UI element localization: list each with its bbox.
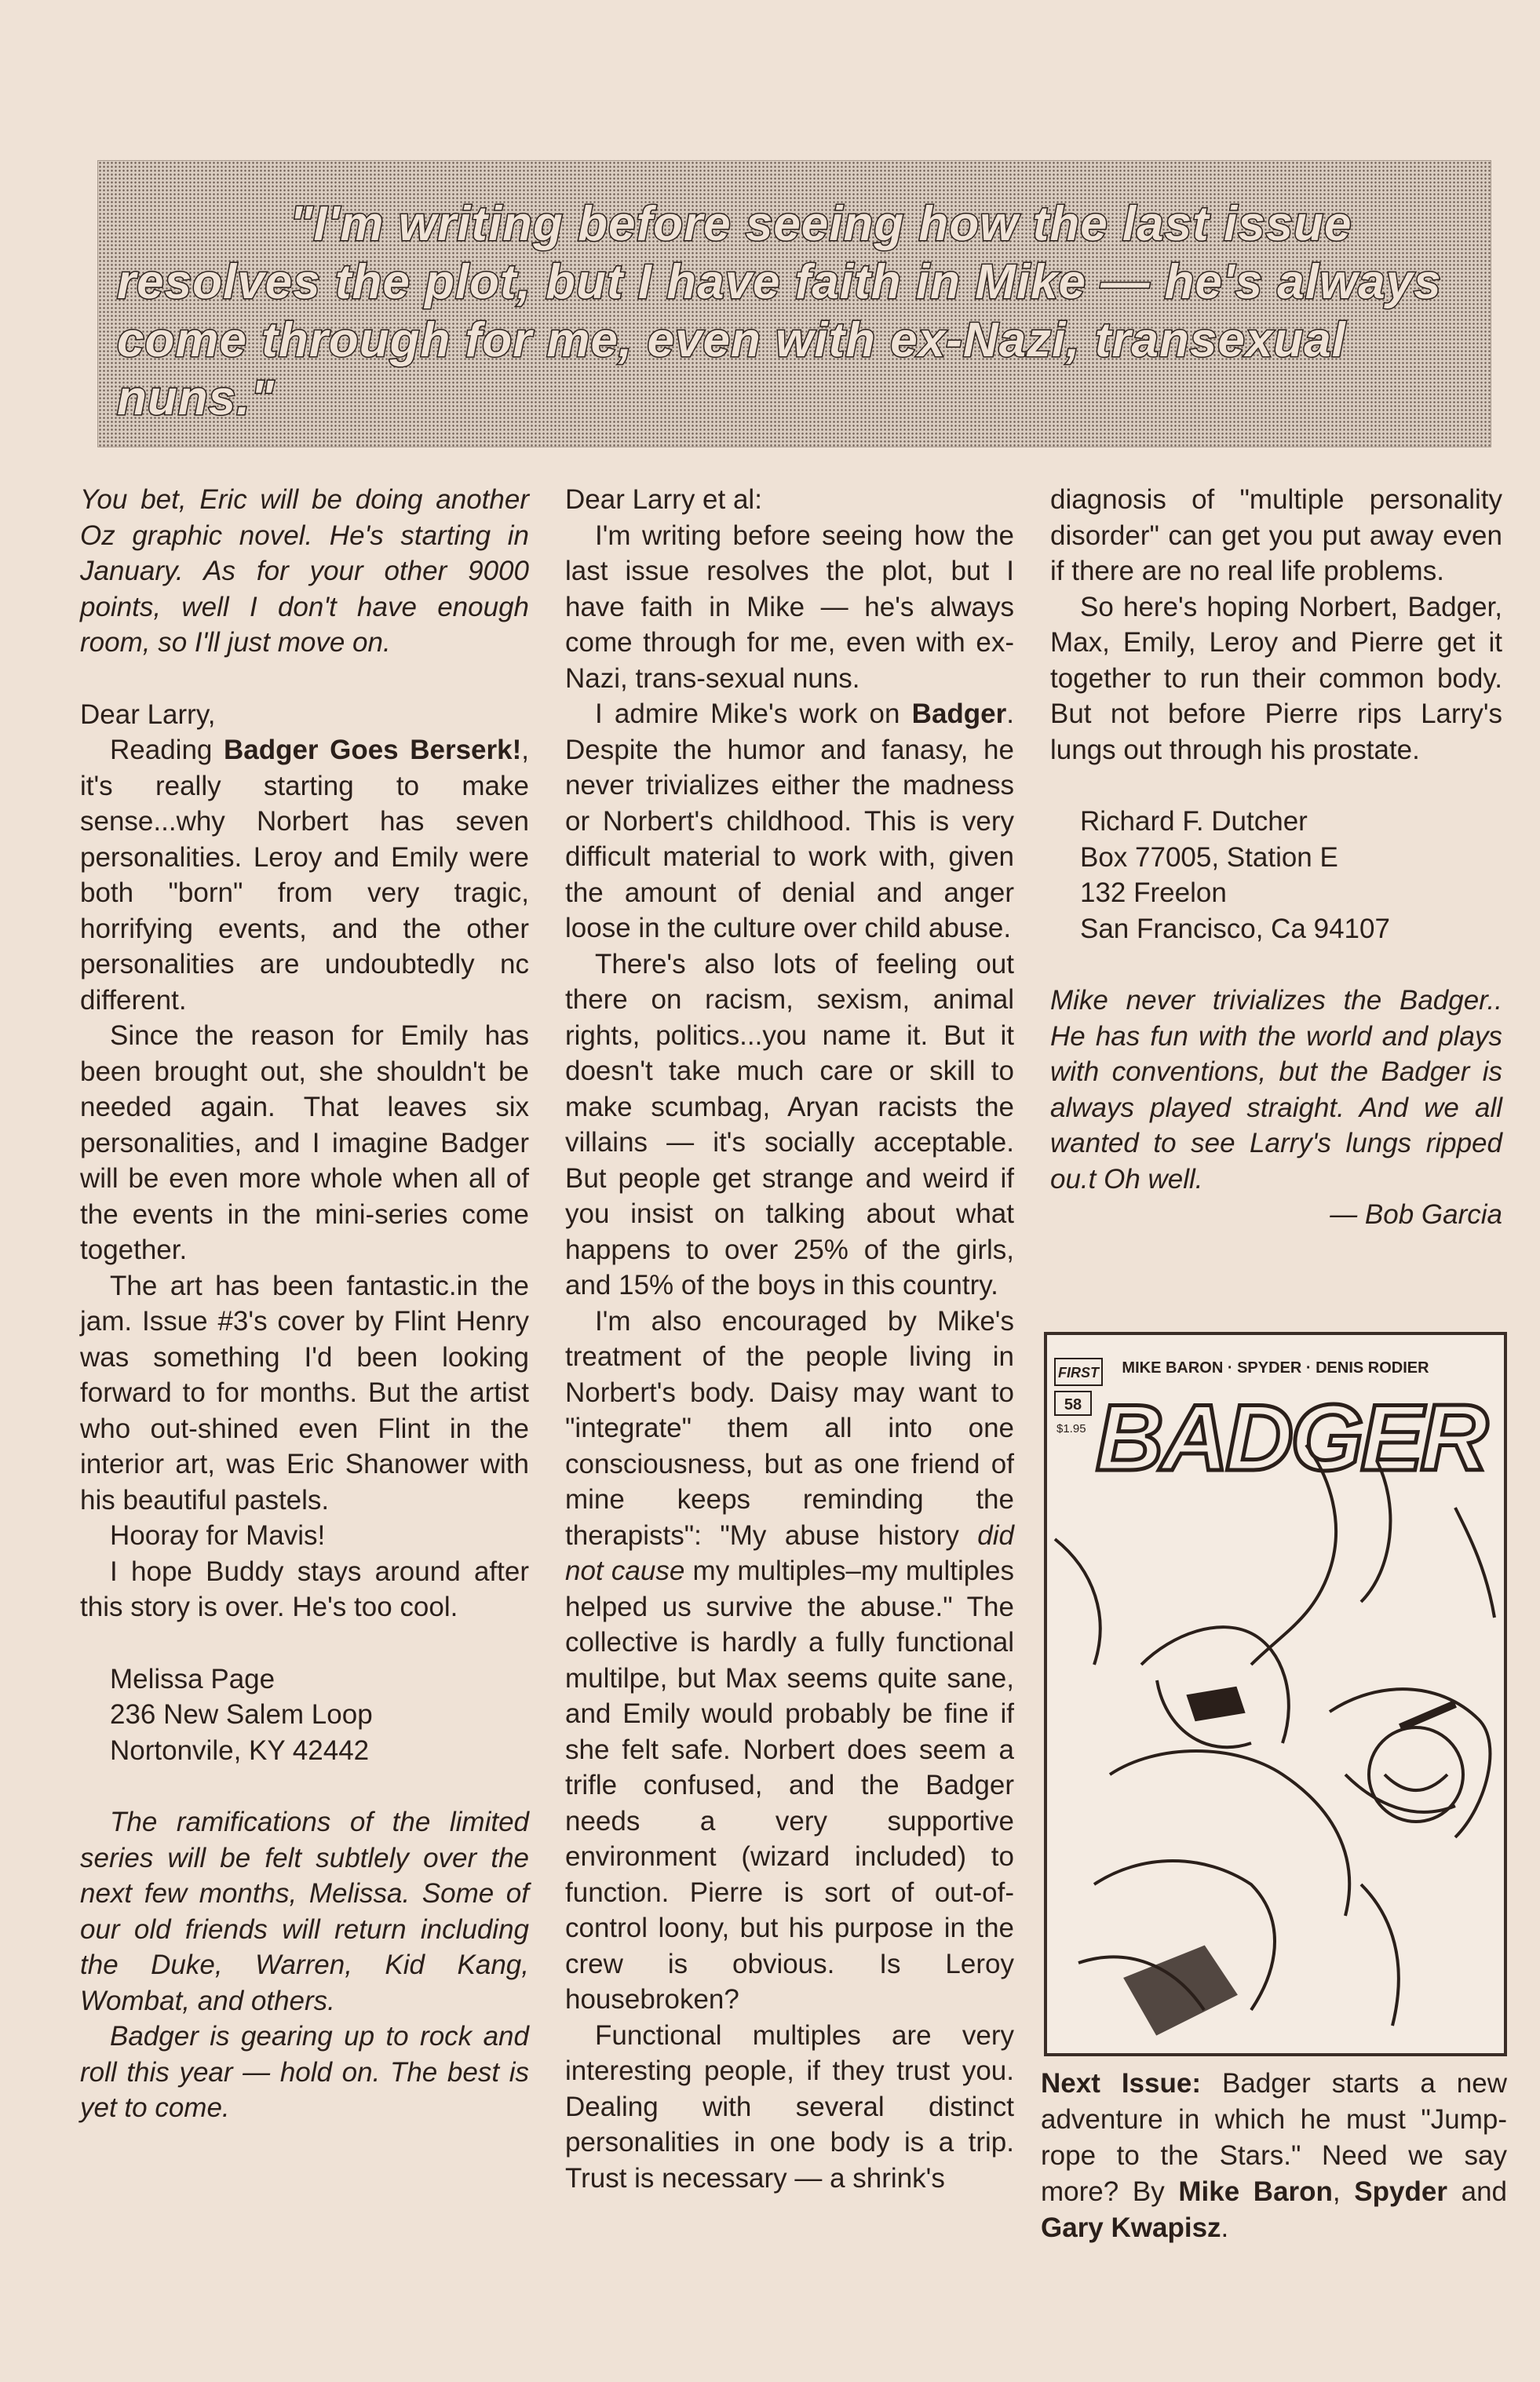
next-issue-cover-image	[1044, 1332, 1507, 2056]
cover-title-logo: BADGER	[1095, 1385, 1486, 1490]
letters-column-2	[565, 482, 1014, 2196]
cover-credits: MIKE BARON · SPYDER · DENIS RODIER	[1122, 1359, 1429, 1377]
letter-address	[1080, 804, 1502, 947]
address-line: Box 77005, Station E	[1080, 841, 1338, 873]
letter-paragraph: Functional multiples are very interesting people, if they trust you. Dealing with several distinct personalities in one body is a trip. Trust is necessary — a shrink's	[565, 2019, 1014, 2194]
letter-paragraph: diagnosis of "multiple personality disorder" can get you put away even if there are no real life problems.	[1050, 484, 1502, 586]
letter-paragraph: Reading Badger Goes Berserk!, it's really starting to make sense...why Norbert has seven personalities. Leroy and Emily were both "born" from very tragic, horrifying events, and the other personalities are undoubtedly nc different.	[80, 735, 529, 1016]
letter-paragraph: Hooray for Mavis!	[110, 1520, 326, 1551]
letter-salutation: Dear Larry et al:	[565, 484, 762, 515]
letter-salutation: Dear Larry,	[80, 699, 216, 730]
letter-address	[110, 1662, 529, 1769]
letters-column-3	[1050, 482, 1502, 1233]
address-line: Richard F. Dutcher	[1080, 806, 1308, 837]
editor-reply: The ramifications of the limited series will be felt subtlely over the next few months, Melissa. Some of our old friends will return including the Duke, Warren, Kid Kang, Wombat, and others.	[80, 1807, 529, 2016]
editor-reply: Mike never trivializes the Badger.. He has fun with the world and plays with conventions, but the Badger is always played straight. And we all wanted to see Larry's lungs ripped ou.t Oh well.	[1050, 985, 1502, 1195]
address-line: Melissa Page	[110, 1663, 276, 1694]
cover-issue-number: 58	[1064, 1396, 1082, 1414]
next-issue-blurb: Next Issue: Badger starts a new adventure in which he must "Jump-rope to the Stars." Need we say more? By Mike Baron, Spyder and Gary Kwapisz.	[1041, 2068, 1507, 2243]
letter-paragraph: The art has been fantastic.in the jam. Issue #3's cover by Flint Henry was something I'd been looking forward to for months. But the artist who out-shined even Flint in the interior art, was Eric Shanower with his beautiful pastels.	[80, 1270, 529, 1516]
cover-price: $1.95	[1056, 1422, 1086, 1435]
next-issue-label: Next Issue:	[1041, 2068, 1201, 2099]
letter-paragraph: I hope Buddy stays around after this story is over. He's too cool.	[80, 1556, 529, 1622]
pull-quote-text: "I'm writing before seeing how the last issue resolves the plot, but I have faith in Mike — he's always come through for me, even with ex-Nazi, transexual nuns."	[117, 197, 1442, 425]
letter-paragraph: I'm writing before seeing how the last issue resolves the plot, but I have faith in Mike — he's always come through for me, even with ex-Nazi, trans-sexual nuns.	[565, 520, 1014, 694]
address-line: San Francisco, Ca 94107	[1080, 913, 1390, 944]
address-line: 236 New Salem Loop	[110, 1699, 373, 1730]
letter-paragraph: So here's hoping Norbert, Badger, Max, Emily, Leroy and Pierre get it together to run their common body. But not before Pierre rips Larry's lungs out through his prostate.	[1050, 591, 1502, 765]
address-line: Nortonvile, KY 42442	[110, 1735, 370, 1766]
letter-paragraph: There's also lots of feeling out there on racism, sexism, animal rights, politics...you name it. But it doesn't take much care or skill to make scumbag, Aryan racists the villains — it's socially acceptable. But people get strange and weird if you insist on talking about what happens to over 25% of the girls, and 15% of the boys in this country.	[565, 948, 1014, 1300]
cover-illustration	[1047, 1335, 1504, 2053]
letters-column-1	[80, 482, 529, 2126]
editor-reply: Badger is gearing up to rock and roll this year — hold on. The best is yet to come.	[80, 2021, 529, 2123]
editor-reply: You bet, Eric will be doing another Oz graphic novel. He's starting in January. As for your other 9000 points, well I don't have enough room, so I'll just move on.	[80, 484, 529, 658]
editor-signature: — Bob Garcia	[1330, 1199, 1502, 1230]
address-line: 132 Freelon	[1080, 877, 1227, 908]
letter-paragraph: Since the reason for Emily has been brought out, she shouldn't be needed again. That leaves six personalities, and I imagine Badger will be even more whole when all of the events in the mini-series come together.	[80, 1020, 529, 1265]
pull-quote-box	[97, 160, 1491, 447]
letter-paragraph: I admire Mike's work on Badger. Despite the humor and fanasy, he never trivializes either the madness or Norbert's childhood. This is very difficult material to work with, given the amount of denial and anger loose in the culture over child abuse.	[565, 699, 1014, 943]
cover-publisher-logo: FIRST	[1058, 1365, 1099, 1381]
letter-paragraph: I'm also encouraged by Mike's treatment of the people living in Norbert's body. Daisy may want to "integrate" them all into one consciousness, but as one friend of mine keeps reminding the therapists": "My abuse history did not cause my multiples–my multiples helped us survive the abuse." The collective is hardly a fully functional multilpe, but Max seems quite sane, and Emily would probably be fine if she felt safe. Norbert does seem a trifle confused, and the Badger needs a very supportive environment (wizard included) to function. Pierre is sort of out-of-control loony, but his purpose in the crew is obvious. Is Leroy housebroken?	[565, 1305, 1014, 2015]
